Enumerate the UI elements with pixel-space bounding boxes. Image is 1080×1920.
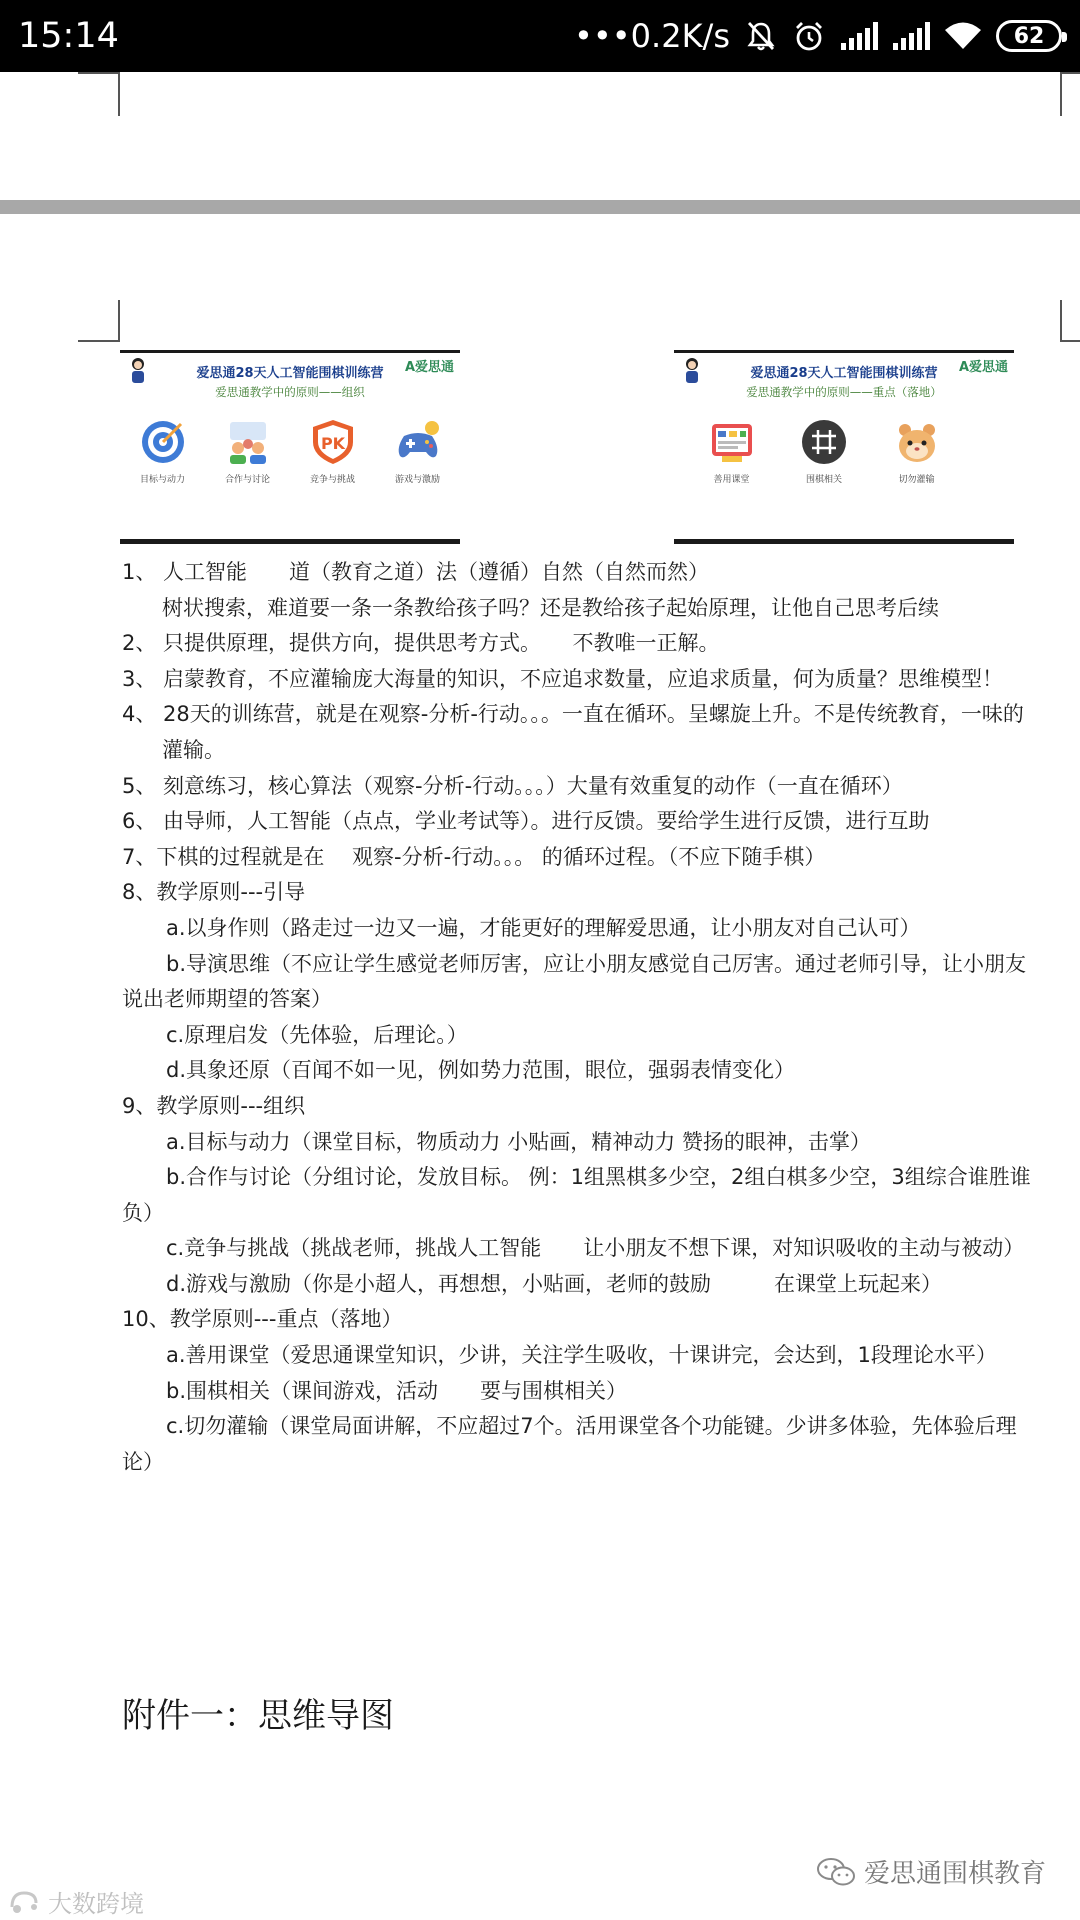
slide-item-label: 合作与讨论 (224, 475, 270, 485)
wechat-watermark (816, 1853, 1046, 1890)
slide-icon-row (674, 418, 1014, 485)
document-line: 论） (122, 1449, 164, 1474)
slide-top-rule (120, 350, 460, 353)
document-line: d.游戏与激励（你是小超人，再想想，小贴画，老师的鼓励 在课堂上玩起来） (166, 1271, 943, 1296)
document-line: a.善用课堂（爱思通课堂知识，少讲，关注学生吸收，十课讲完，会达到，1段理论水平） (166, 1343, 997, 1368)
document-body (122, 555, 1052, 1480)
document-line: 5、 刻意练习，核心算法（观察-分析-行动。。。）大量有效重复的动作（一直在循环） (122, 773, 903, 798)
document-line: 8、教学原则---引导 (122, 880, 306, 905)
document-line: a.目标与动力（课堂目标，物质动力 小贴画，精神动力 赞扬的眼神，击掌） (166, 1129, 871, 1154)
slide-item (298, 418, 368, 485)
crop-mark-mid-left (78, 300, 120, 342)
document-line: 4、 28天的训练营，就是在观察-分析-行动。。。一直在循环。呈螺旋上升。不是传统教育，一味的 (122, 702, 1024, 727)
pk-shield-icon (309, 418, 357, 466)
network-speed: •••0.2K/s (574, 17, 730, 55)
slide-top-rule (674, 350, 1014, 353)
slide-item-label: 目标与动力 (139, 475, 185, 485)
document-line: c.原理启发（先体验，后理论。） (166, 1022, 468, 1047)
document-line: 说出老师期望的答案） (122, 987, 332, 1012)
gamepad-icon (394, 418, 442, 466)
document-line: 树状搜索，难道要一条一条教给孩子吗？还是教给孩子起始原理，让他自己思考后续 (162, 595, 939, 620)
document-line: 3、 启蒙教育，不应灌输庞大海量的知识，不应追求数量，应追求质量，何为质量？思维模型！ (122, 666, 1004, 691)
wifi-icon (944, 21, 982, 51)
target-icon (139, 418, 187, 466)
wechat-icon (816, 1856, 856, 1888)
slide-icon-row (120, 418, 460, 485)
document-line: 负） (122, 1200, 164, 1225)
document-line: 9、教学原则---组织 (122, 1093, 306, 1118)
battery-level: 62 (1013, 23, 1045, 49)
slide-logo: A爱思通 (404, 360, 454, 375)
slide-title: 爱思通28天人工智能围棋训练营 (750, 366, 938, 381)
slide-thumbnail-focus (674, 344, 1014, 544)
svg-text:PK: PK (320, 434, 345, 453)
slide-item (213, 418, 283, 485)
slide-item (697, 418, 767, 485)
document-line: 1、 人工智能 道（教育之道）法（遵循）自然（自然而然） (122, 560, 710, 584)
battery-indicator (996, 20, 1062, 52)
crop-mark-mid-right (1060, 300, 1080, 342)
signal-icon (892, 21, 930, 51)
document-line: a.以身作则（路走过一边又一遍，才能更好的理解爱思通，让小朋友对自己认可） (166, 915, 921, 940)
document-line: b.围棋相关（课间游戏，活动 要与围棋相关） (166, 1378, 628, 1403)
watermark-text: 爱思通围棋教育 (863, 1859, 1046, 1889)
slide-subtitle: 爱思通教学中的原则——组织 (215, 385, 365, 399)
corner-watermark (8, 1884, 144, 1919)
document-line: c.切勿灌输（课堂局面讲解，不应超过7个。活用课堂各个功能键。少讲多体验，先体验后理 (166, 1414, 1017, 1439)
slide-logo: A爱思通 (958, 360, 1008, 375)
status-icons (574, 14, 1062, 58)
signal-icon (840, 21, 878, 51)
slide-item-label: 游戏与激励 (394, 475, 440, 485)
document-line: b.导演思维（不应让学生感觉老师厉害，应让小朋友感觉自己厉害。通过老师引导，让小朋友 (166, 951, 1027, 976)
document-line: 10、教学原则---重点（落地） (122, 1307, 403, 1332)
document-line: d.具象还原（百闻不如一见，例如势力范围，眼位，强弱表情变化） (166, 1058, 796, 1083)
slide-item (128, 418, 198, 485)
slide-item-label: 切勿灌输 (898, 475, 935, 485)
slide-item-label: 围棋相关 (805, 475, 842, 485)
brand-logo-icon (8, 1889, 42, 1915)
slide-item (789, 418, 859, 485)
status-time: 15:14 (18, 16, 119, 56)
document-line: c.竞争与挑战（挑战老师，挑战人工智能 让小朋友不想下课，对知识吸收的主动与被动） (166, 1236, 1025, 1261)
slide-item (882, 418, 952, 485)
slide-item (383, 418, 453, 485)
slide-item-label: 善用课堂 (713, 475, 750, 485)
crop-mark-top-left (78, 72, 120, 116)
crop-mark-top-right (1060, 72, 1080, 116)
document-line: 2、 只提供原理，提供方向，提供思考方式。 不教唯一正解。 (122, 631, 720, 656)
document-line: 灌输。 (162, 737, 225, 762)
board-icon (708, 418, 756, 466)
document-line: 6、 由导师，人工智能（点点，学业考试等）。进行反馈。要给学生进行反馈，进行互助 (122, 809, 930, 834)
document-line: 7、下棋的过程就是在 观察-分析-行动。。。 的循环过程。（不应下随手棋） (122, 844, 826, 869)
mute-icon (744, 19, 778, 53)
status-bar (0, 0, 1080, 72)
slide-title: 爱思通28天人工智能围棋训练营 (196, 366, 384, 381)
document-line: b.合作与讨论（分组讨论，发放目标。 例：1组黑棋多少空，2组白棋多少空，3组综合谁胜谁 (166, 1165, 1031, 1190)
go-grid-icon (800, 418, 848, 466)
alarm-icon (792, 19, 826, 53)
discussion-icon (224, 418, 272, 466)
corner-watermark-text: 大数跨境 (48, 1890, 144, 1918)
slide-bottom-rule (674, 539, 1014, 544)
slide-item-label: 竞争与挑战 (309, 475, 355, 485)
appendix-heading: 附件一：思维导图 (122, 1696, 394, 1736)
slide-bottom-rule (120, 539, 460, 544)
slide-thumbnail-organize (120, 344, 460, 544)
hamster-icon (893, 418, 941, 466)
page-divider (0, 200, 1080, 214)
slide-subtitle: 爱思通教学中的原则——重点（落地） (746, 385, 942, 399)
